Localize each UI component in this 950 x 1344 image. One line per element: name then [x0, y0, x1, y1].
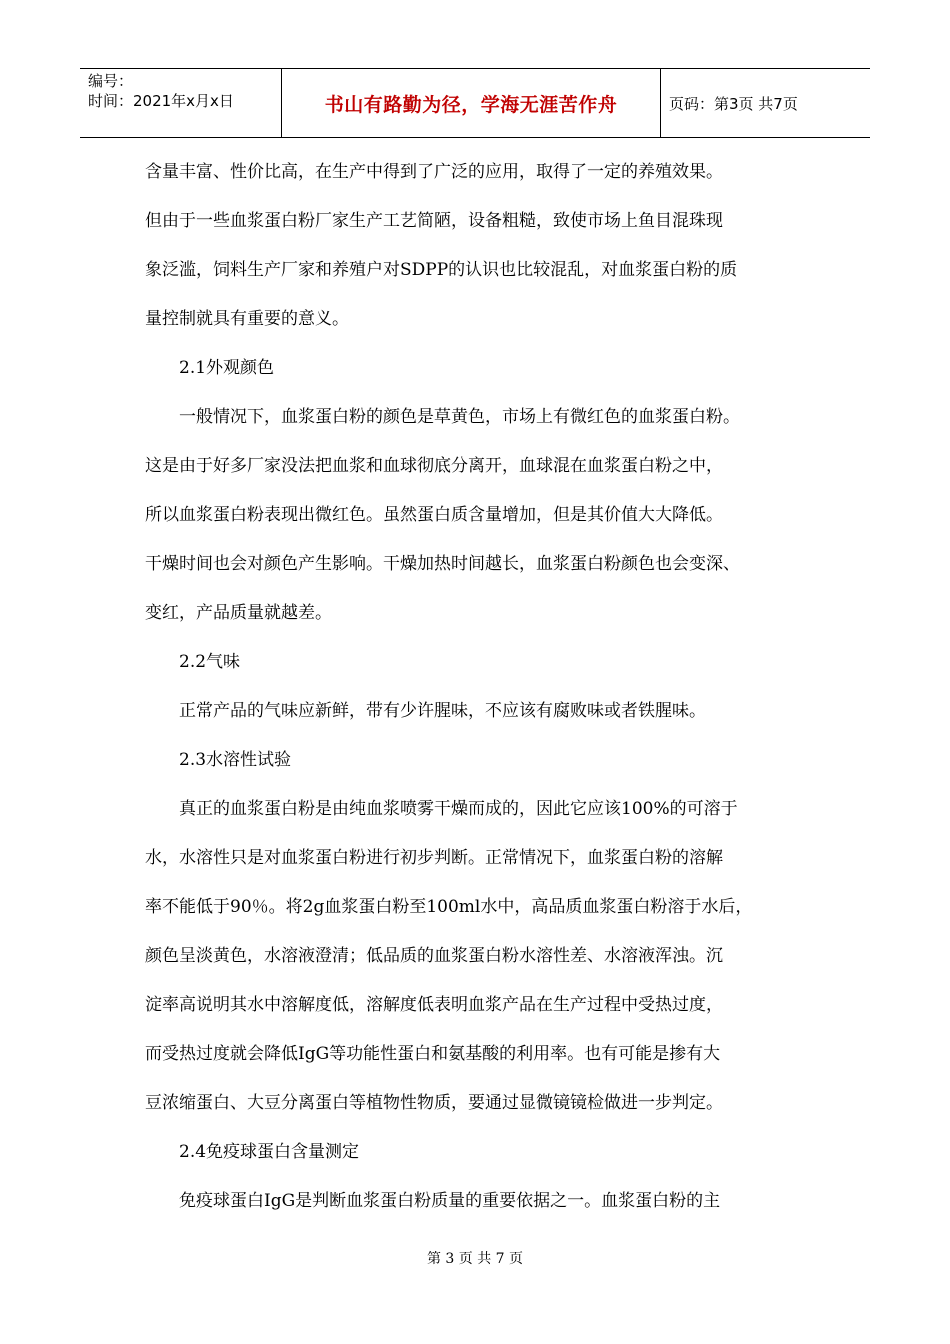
text-line: 所以血浆蛋白粉表现出微红色。虽然蛋白质含量增加，但是其价值大大降低。	[145, 505, 723, 525]
page-header	[80, 68, 870, 138]
header-page-info: 页码：第3页 共7页	[669, 94, 798, 113]
text-line: 正常产品的气味应新鲜，带有少许腥味，不应该有腐败味或者铁腥味。	[179, 701, 706, 721]
text-line: 一般情况下，血浆蛋白粉的颜色是草黄色，市场上有微红色的血浆蛋白粉。	[179, 407, 740, 427]
text-line: 淀率高说明其水中溶解度低，溶解度低表明血浆产品在生产过程中受热过度，	[145, 995, 723, 1015]
text-line: 颜色呈淡黄色，水溶液澄清；低品质的血浆蛋白粉水溶性差、水溶液浑浊。沉	[145, 946, 723, 966]
text-line: 但由于一些血浆蛋白粉厂家生产工艺简陋，设备粗糙，致使市场上鱼目混珠现	[145, 211, 723, 231]
text-line: 免疫球蛋白IgG是判断血浆蛋白粉质量的重要依据之一。血浆蛋白粉的主	[179, 1191, 721, 1211]
text-line: 含量丰富、性价比高，在生产中得到了广泛的应用，取得了一定的养殖效果。	[145, 162, 723, 182]
text-line: 真正的血浆蛋白粉是由纯血浆喷雾干燥而成的，因此它应该100%的可溶于	[179, 799, 738, 819]
text-line: 而受热过度就会降低IgG等功能性蛋白和氨基酸的利用率。也有可能是掺有大	[145, 1044, 721, 1064]
text-line: 象泛滥，饲料生产厂家和养殖户对SDPP的认识也比较混乱，对血浆蛋白粉的质	[145, 260, 738, 280]
text-line: 这是由于好多厂家没法把血浆和血球彻底分离开，血球混在血浆蛋白粉之中，	[145, 456, 723, 476]
text-line: 2.2气味	[179, 652, 241, 672]
header-meta	[80, 69, 282, 137]
document-time-label: 时间：2021年x月x日	[88, 92, 234, 110]
text-line: 2.3水溶性试验	[179, 750, 292, 770]
text-line: 2.4免疫球蛋白含量测定	[179, 1142, 360, 1162]
text-line: 豆浓缩蛋白、大豆分离蛋白等植物性物质，要通过显微镜镜检做进一步判定。	[145, 1093, 723, 1113]
text-line: 率不能低于90％。将2g血浆蛋白粉至100ml水中，高品质血浆蛋白粉溶于水后，	[145, 897, 753, 917]
text-line: 量控制就具有重要的意义。	[145, 309, 349, 329]
page-footer: 第 3 页 共 7 页	[426, 1251, 524, 1267]
document-body	[145, 148, 825, 1226]
text-line: 干燥时间也会对颜色产生影响。干燥加热时间越长，血浆蛋白粉颜色也会变深、	[145, 554, 740, 574]
text-line: 2.1外观颜色	[179, 358, 275, 378]
header-motto: 书山有路勤为径，学海无涯苦作舟	[282, 69, 661, 137]
text-line: 变红，产品质量就越差。	[145, 603, 332, 623]
text-line: 水，水溶性只是对血浆蛋白粉进行初步判断。正常情况下，血浆蛋白粉的溶解	[145, 848, 723, 868]
document-number-label: 编号：	[88, 72, 134, 90]
